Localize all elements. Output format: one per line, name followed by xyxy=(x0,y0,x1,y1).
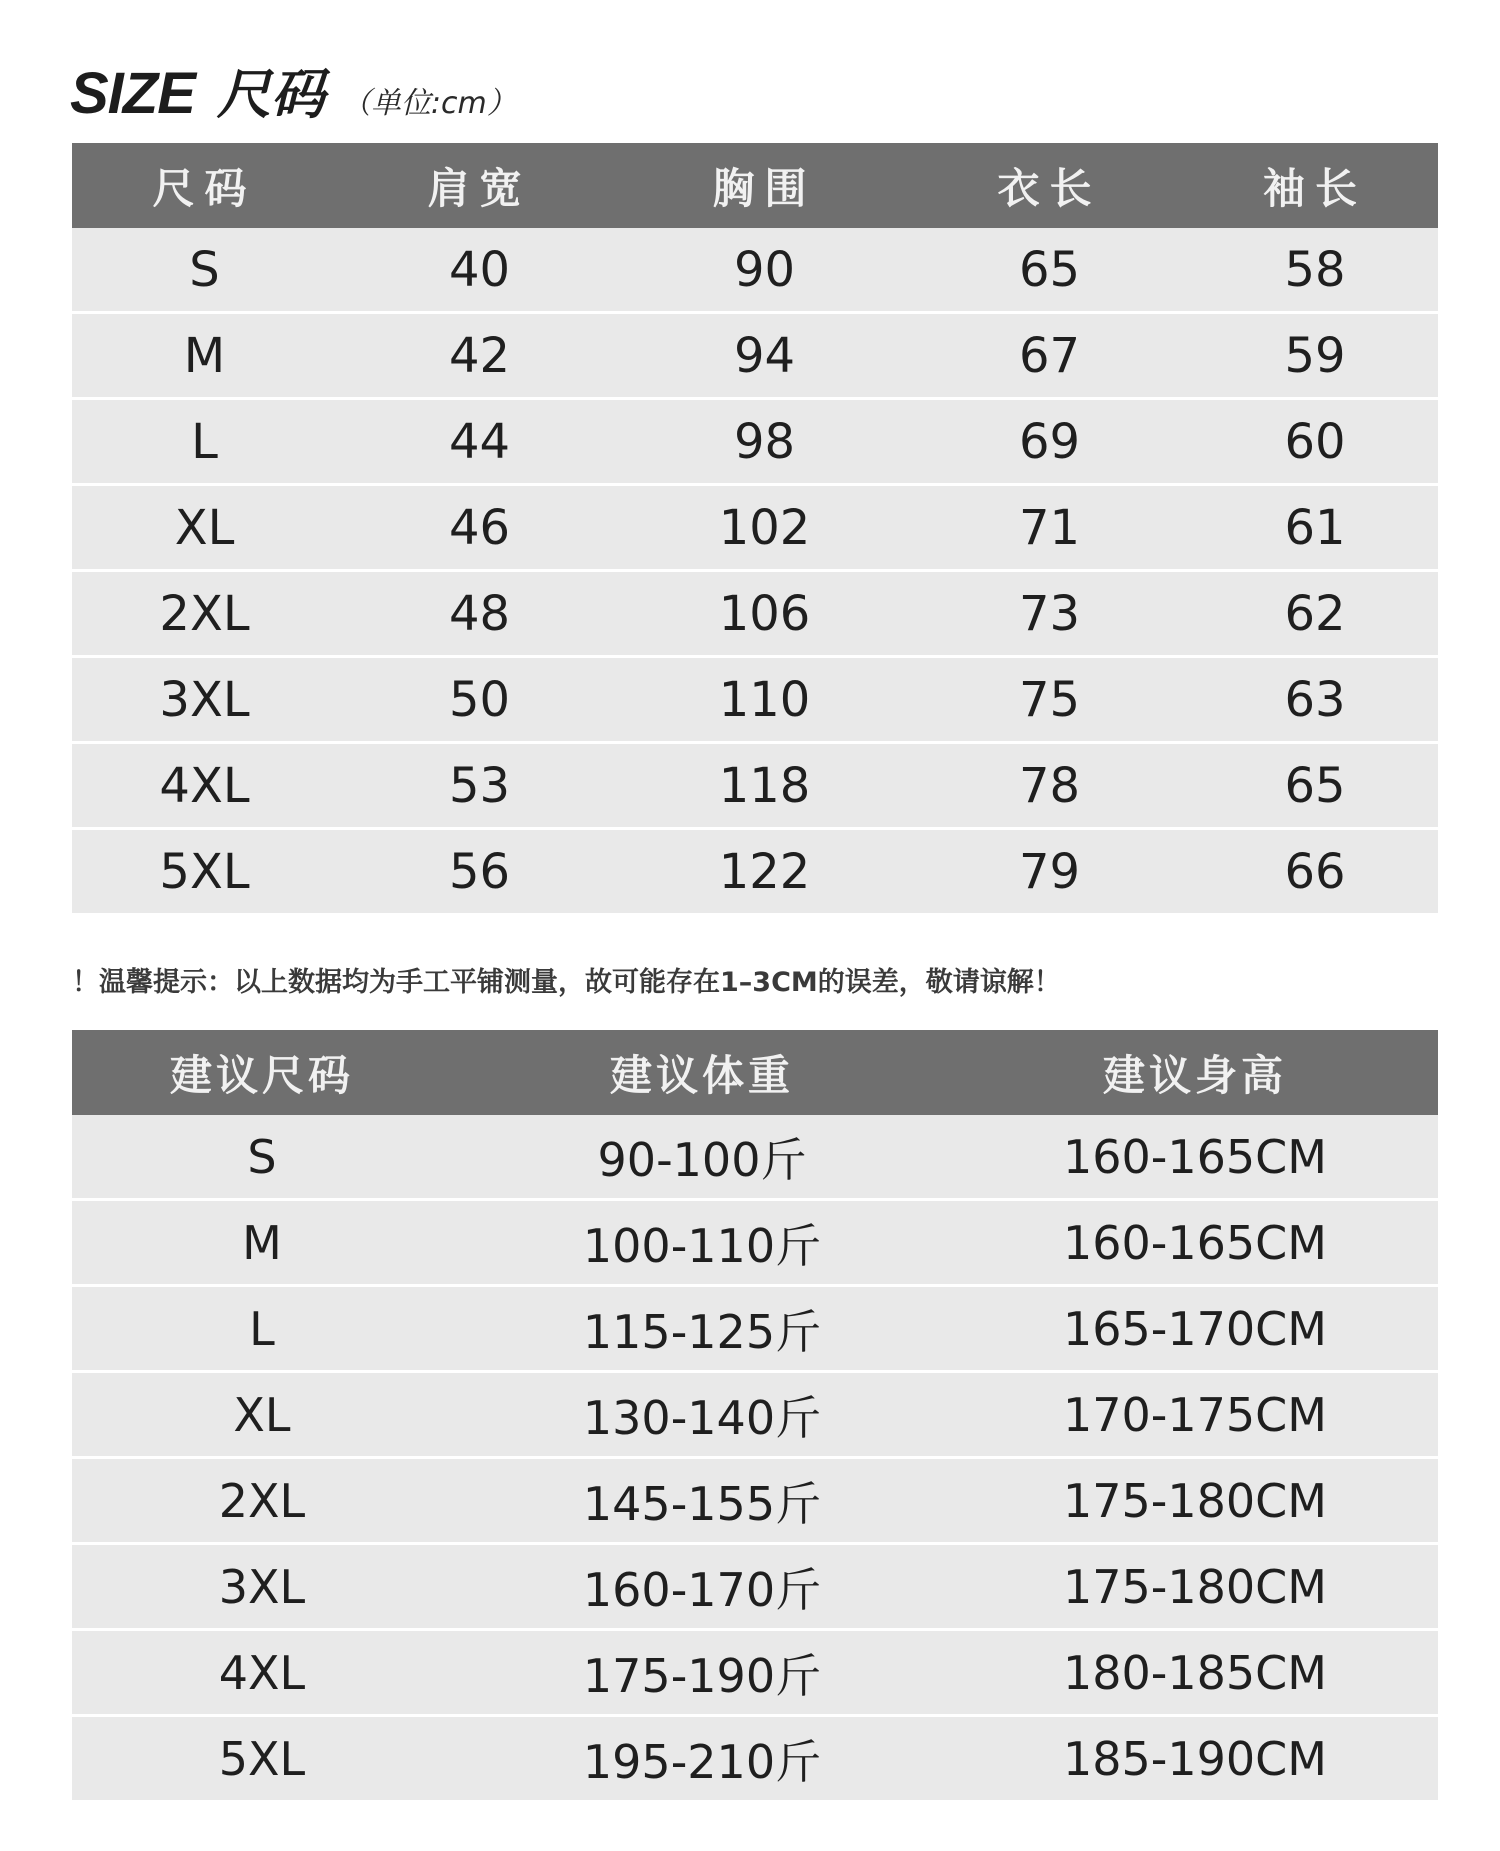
cell-sleeve: 65 xyxy=(1284,757,1346,814)
cell-length: 78 xyxy=(1018,757,1081,814)
cell-size: 3XL xyxy=(159,671,250,728)
cell-size: M xyxy=(242,1215,282,1270)
cell-length: 79 xyxy=(1018,843,1081,900)
table-row xyxy=(72,397,1438,483)
cell-sleeve: 61 xyxy=(1284,499,1346,556)
table-row xyxy=(72,569,1438,655)
rec-table-header xyxy=(72,1030,1438,1115)
table-row xyxy=(72,1370,1438,1456)
cell-chest: 98 xyxy=(733,413,796,470)
cell-length: 73 xyxy=(1018,585,1081,642)
cell-size: 4XL xyxy=(218,1645,306,1700)
cell-chest: 118 xyxy=(718,757,811,814)
table-row xyxy=(72,1284,1438,1370)
cell-weight: 100-110斤 xyxy=(582,1218,822,1273)
recommendation-table xyxy=(72,1030,1438,1800)
cell-shoulder: 56 xyxy=(448,843,511,900)
cell-height: 175-180CM xyxy=(1062,1473,1327,1528)
cell-sleeve: 66 xyxy=(1284,843,1346,900)
table-row xyxy=(72,1628,1438,1714)
cell-size: S xyxy=(247,1129,277,1184)
cell-shoulder: 48 xyxy=(448,585,511,642)
cell-shoulder: 40 xyxy=(448,241,511,298)
cell-size: 3XL xyxy=(218,1559,306,1614)
cell-sleeve: 60 xyxy=(1284,413,1346,470)
size-table-body xyxy=(72,228,1438,913)
table-row xyxy=(72,827,1438,913)
cell-sleeve: 63 xyxy=(1284,671,1346,728)
cell-sleeve: 58 xyxy=(1284,241,1346,298)
cell-size: L xyxy=(249,1301,275,1356)
cell-height: 180-185CM xyxy=(1062,1645,1327,1700)
cell-length: 67 xyxy=(1018,327,1081,384)
cell-sleeve: 59 xyxy=(1284,327,1346,384)
title-unit: （单位:cm） xyxy=(340,86,517,121)
cell-size: 5XL xyxy=(218,1731,306,1786)
table-row xyxy=(72,1714,1438,1800)
cell-chest: 122 xyxy=(718,843,811,900)
title-main: SIZE xyxy=(70,61,195,126)
cell-chest: 94 xyxy=(733,327,796,384)
cell-height: 170-175CM xyxy=(1062,1387,1327,1442)
table-row xyxy=(72,1198,1438,1284)
cell-shoulder: 46 xyxy=(448,499,511,556)
cell-length: 69 xyxy=(1018,413,1081,470)
table-row xyxy=(72,1456,1438,1542)
cell-size: S xyxy=(189,241,220,298)
cell-size: XL xyxy=(174,499,235,556)
header-recommended-size: 建议尺码 xyxy=(169,1050,354,1100)
cell-size: L xyxy=(191,413,218,470)
table-row xyxy=(72,483,1438,569)
cell-weight: 160-170斤 xyxy=(582,1562,822,1617)
cell-chest: 90 xyxy=(733,241,796,298)
table-row xyxy=(72,1115,1438,1198)
cell-shoulder: 44 xyxy=(448,413,511,470)
table-row xyxy=(72,655,1438,741)
table-row xyxy=(72,741,1438,827)
cell-weight: 195-210斤 xyxy=(582,1734,822,1789)
table-row xyxy=(72,228,1438,311)
header-shoulder: 肩宽 xyxy=(427,163,532,213)
rec-table-body xyxy=(72,1115,1438,1800)
header-recommended-weight: 建议体重 xyxy=(609,1050,794,1100)
cell-height: 165-170CM xyxy=(1062,1301,1327,1356)
cell-chest: 110 xyxy=(718,671,811,728)
cell-weight: 115-125斤 xyxy=(582,1304,822,1359)
cell-size: 5XL xyxy=(159,843,250,900)
cell-shoulder: 53 xyxy=(448,757,511,814)
cell-chest: 102 xyxy=(718,499,811,556)
title-chinese: 尺码 xyxy=(216,63,325,126)
cell-length: 65 xyxy=(1018,241,1081,298)
cell-height: 185-190CM xyxy=(1062,1731,1327,1786)
cell-sleeve: 62 xyxy=(1284,585,1346,642)
page-title xyxy=(70,52,517,132)
cell-length: 71 xyxy=(1018,499,1081,556)
header-recommended-height: 建议身高 xyxy=(1102,1050,1287,1100)
cell-weight: 130-140斤 xyxy=(582,1390,822,1445)
cell-height: 160-165CM xyxy=(1062,1129,1327,1184)
header-chest: 胸围 xyxy=(712,163,817,213)
cell-height: 160-165CM xyxy=(1062,1215,1327,1270)
header-length: 衣长 xyxy=(997,163,1102,213)
cell-size: 2XL xyxy=(159,585,250,642)
header-sleeve: 袖长 xyxy=(1262,163,1367,213)
measurement-notice: ！温馨提示：以上数据均为手工平铺测量，故可能存在1–3CM的误差，敬请谅解！ xyxy=(72,967,1061,998)
size-measurement-table xyxy=(72,143,1438,913)
cell-height: 175-180CM xyxy=(1062,1559,1327,1614)
cell-chest: 106 xyxy=(718,585,811,642)
cell-size: M xyxy=(183,327,226,384)
size-table-header xyxy=(72,143,1438,228)
cell-length: 75 xyxy=(1018,671,1081,728)
cell-weight: 145-155斤 xyxy=(582,1476,822,1531)
cell-shoulder: 42 xyxy=(448,327,511,384)
cell-size: XL xyxy=(233,1387,291,1442)
table-row xyxy=(72,1542,1438,1628)
cell-shoulder: 50 xyxy=(448,671,511,728)
cell-size: 2XL xyxy=(218,1473,306,1528)
header-size: 尺码 xyxy=(152,163,257,213)
cell-weight: 175-190斤 xyxy=(582,1648,822,1703)
table-row xyxy=(72,311,1438,397)
cell-weight: 90-100斤 xyxy=(597,1132,807,1187)
cell-size: 4XL xyxy=(159,757,250,814)
